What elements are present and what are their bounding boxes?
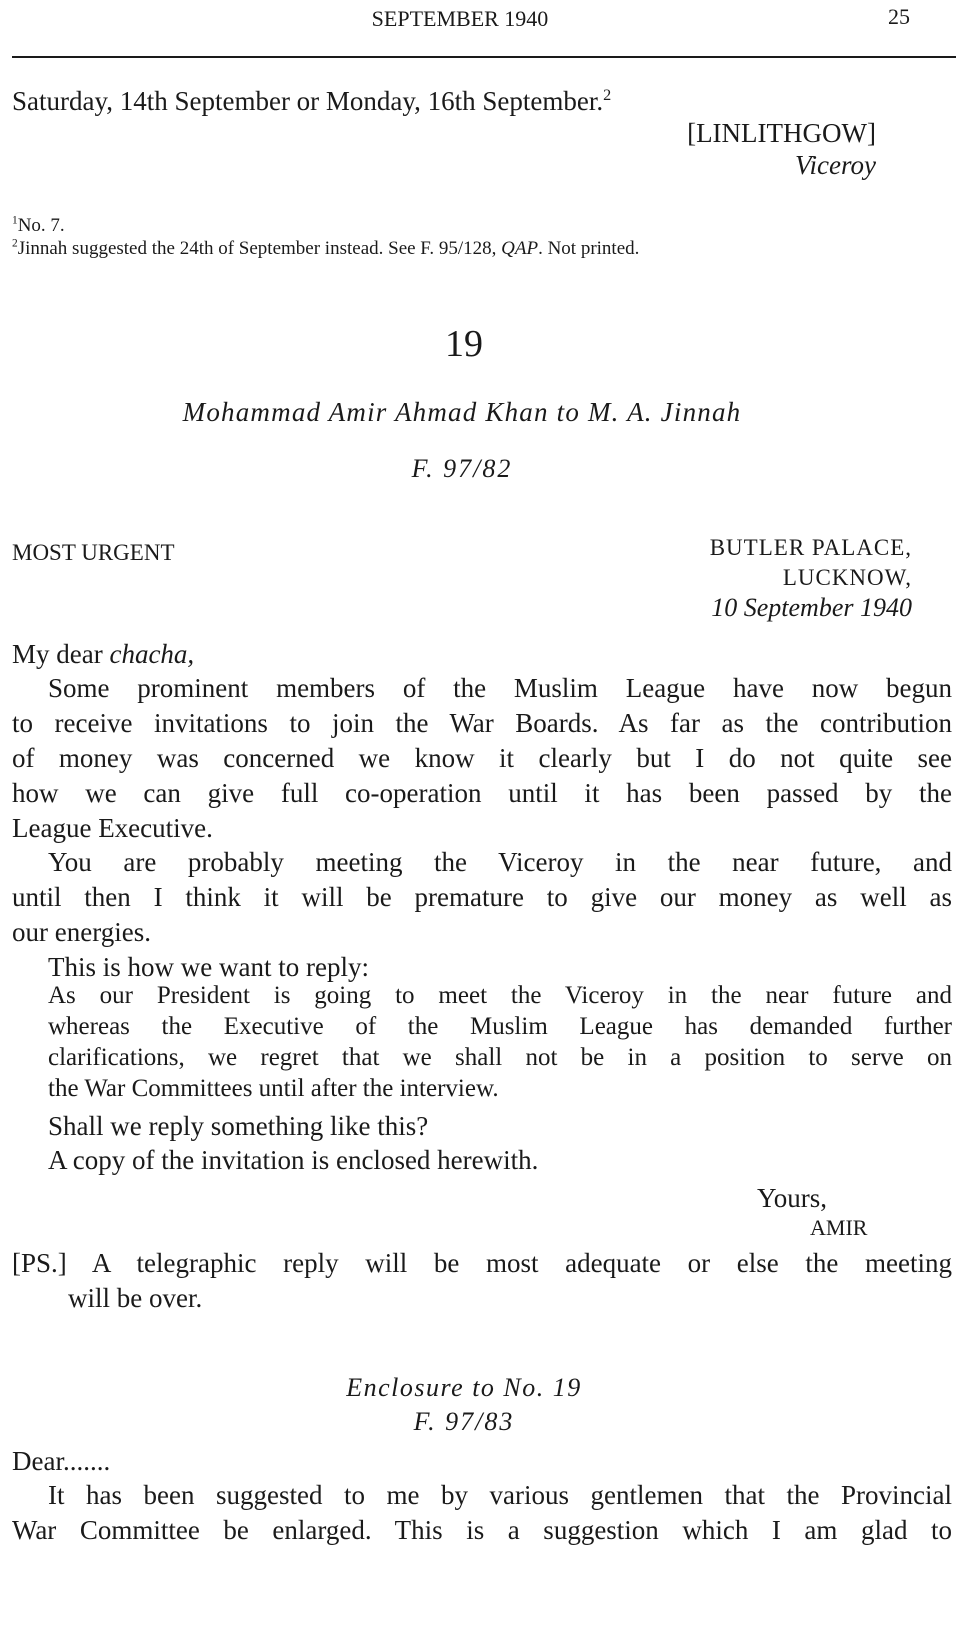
postscript-line: will be over. <box>68 1283 203 1313</box>
enclosure-heading: Enclosure to No. 19 <box>346 1373 582 1402</box>
document-heading: Mohammad Amir Ahmad Khan to M. A. Jinnah <box>182 397 742 427</box>
footnote-ref-2: 2 <box>603 86 612 104</box>
footnote-text-italic: QAP <box>501 238 539 259</box>
document-number: 19 <box>445 323 483 365</box>
address-line-1: BUTLER PALACE, <box>709 535 912 560</box>
salutation-name: chacha, <box>109 639 195 669</box>
valediction: Yours, <box>757 1183 828 1213</box>
quoted-reply <box>48 980 952 1104</box>
paragraph-line: to receive invitations to join the War Boards. As far as the contribution <box>12 708 952 738</box>
quote-line: As our President is going to meet the Viceroy in the near future and <box>48 982 952 1009</box>
salutation <box>12 637 194 671</box>
file-reference: F. 97/82 <box>411 454 513 483</box>
paragraph-3: This is how we want to reply: <box>48 952 369 982</box>
footnote-mark: 1 <box>12 214 18 227</box>
signer-title: Viceroy <box>795 150 876 180</box>
footnote-text: . Not printed. <box>538 238 640 259</box>
footnote-1 <box>12 215 65 237</box>
signer: [LINLITHGOW] <box>687 118 876 148</box>
footnote-text: No. 7. <box>17 215 65 236</box>
paragraph-line: until then I think it will be premature to give our money as well as <box>12 882 952 912</box>
urgency-label: MOST URGENT <box>12 540 175 565</box>
enclosure-paragraph-1 <box>12 1478 952 1548</box>
paragraph-line: Some prominent members of the Muslim League have now begun <box>48 673 952 703</box>
paragraph-4: Shall we reply something like this? <box>48 1111 429 1141</box>
quote-line: clarifications, we regret that we shall not be in a position to serve on <box>48 1044 952 1071</box>
paragraph-line: You are probably meeting the Viceroy in the near future, and <box>48 847 952 877</box>
quote-line: the War Committees until after the interview. <box>48 1075 499 1102</box>
salutation-prefix: My dear <box>12 639 110 669</box>
closing-line-text: Saturday, 14th September or Monday, 16th September. <box>12 86 604 116</box>
closing-line <box>12 84 611 118</box>
footnote-mark: 2 <box>12 237 18 250</box>
address-line-2: LUCKNOW, <box>782 565 912 590</box>
footnote-2 <box>12 238 639 260</box>
paragraph-line: our energies. <box>12 917 151 947</box>
paragraph-5: A copy of the invitation is enclosed herewith. <box>48 1145 539 1175</box>
enclosure-salutation: Dear....... <box>12 1446 111 1476</box>
letter-date: 10 September 1940 <box>711 593 912 622</box>
paragraph-line: how we can give full co-operation until it has been passed by the <box>12 778 952 808</box>
page-number: 25 <box>888 4 910 29</box>
paragraph-1 <box>12 671 952 846</box>
paragraph-line: War Committee be enlarged. This is a suggestion which I am glad to <box>12 1515 952 1545</box>
paragraph-2 <box>12 845 952 950</box>
paragraph-line: of money was concerned we know it clearly but I do not quite see <box>12 743 952 773</box>
postscript <box>12 1246 952 1316</box>
quote-line: whereas the Executive of the Muslim League has demanded further <box>48 1013 952 1040</box>
header-rule <box>12 56 956 58</box>
running-header-title: SEPTEMBER 1940 <box>371 6 549 31</box>
enclosure-file-reference: F. 97/83 <box>413 1407 515 1436</box>
postscript-line: [PS.] A telegraphic reply will be most adequate or else the meeting <box>12 1248 952 1278</box>
signature: AMIR <box>810 1215 868 1240</box>
footnote-text: Jinnah suggested the 24th of September instead. See F. 95/128, <box>17 238 502 259</box>
paragraph-line: League Executive. <box>12 813 213 843</box>
paragraph-line: It has been suggested to me by various gentlemen that the Provincial <box>48 1480 952 1510</box>
